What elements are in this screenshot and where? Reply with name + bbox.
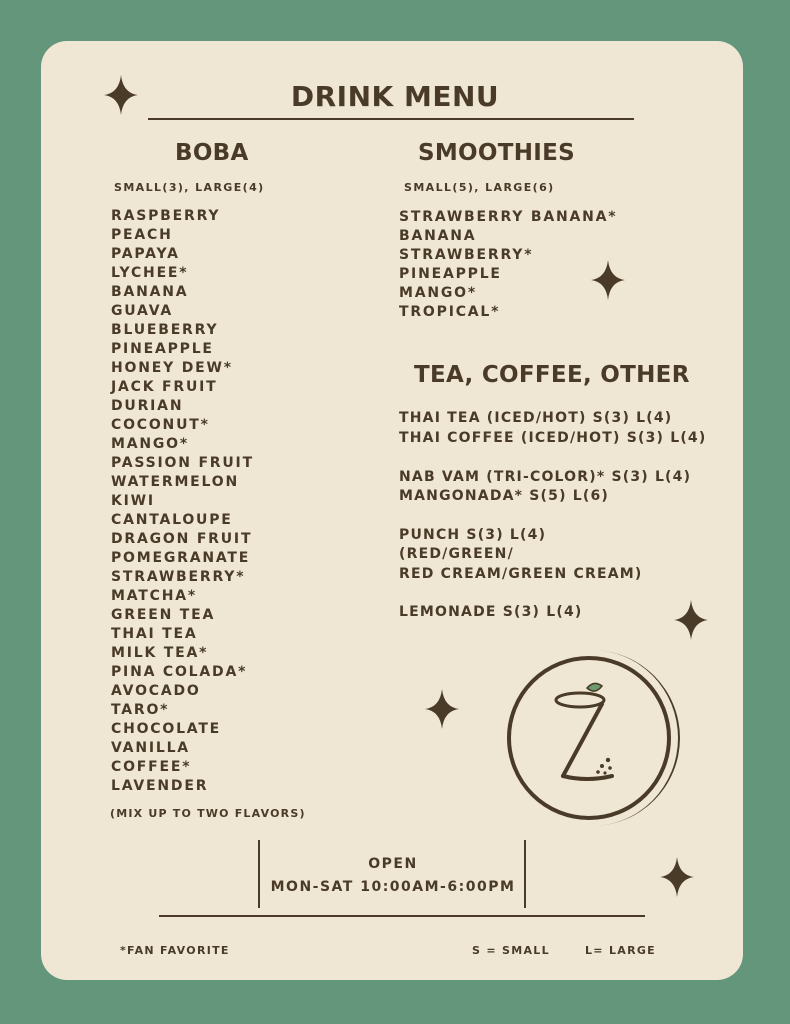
- menu-item: WATERMELON: [111, 474, 239, 490]
- menu-item: VANILLA: [111, 740, 190, 756]
- menu-item: PINEAPPLE: [399, 266, 502, 282]
- menu-item: KIWI: [111, 493, 155, 509]
- hours-time: MON-SAT 10:00AM-6:00PM: [270, 879, 516, 895]
- menu-item: DRAGON FRUIT: [111, 531, 253, 547]
- menu-item: AVOCADO: [111, 683, 201, 699]
- menu-item: STRAWBERRY*: [111, 569, 246, 585]
- tea-item: RED CREAM/GREEN CREAM): [399, 566, 643, 582]
- menu-item: RASPBERRY: [111, 208, 221, 224]
- sparkle-star-icon: [674, 600, 708, 640]
- sparkle-star-icon: [660, 857, 694, 897]
- page-title: DRINK MENU: [290, 80, 500, 113]
- sparkle-star-icon: [425, 689, 459, 729]
- menu-item: TARO*: [111, 702, 170, 718]
- fan-favorite-note: *FAN FAVORITE: [120, 944, 230, 957]
- menu-item: JACK FRUIT: [111, 379, 218, 395]
- tea-item: (RED/GREEN/: [399, 546, 514, 562]
- menu-item: BANANA: [399, 228, 477, 244]
- menu-item: LAVENDER: [111, 778, 209, 794]
- smoothies-heading: SMOOTHIES: [418, 140, 576, 166]
- boba-note: (MIX UP TO TWO FLAVORS): [110, 807, 306, 820]
- menu-item: MILK TEA*: [111, 645, 209, 661]
- menu-item: MANGO*: [111, 436, 189, 452]
- tea-item: PUNCH S(3) L(4): [399, 527, 547, 543]
- tea-item: THAI COFFEE (ICED/HOT) S(3) L(4): [399, 430, 707, 446]
- menu-item: DURIAN: [111, 398, 184, 414]
- hours-left-divider: [258, 840, 260, 908]
- tea-heading: TEA, COFFEE, OTHER: [414, 362, 690, 388]
- tea-item: LEMONADE S(3) L(4): [399, 604, 583, 620]
- boba-sizes: SMALL(3), LARGE(4): [114, 181, 265, 194]
- menu-item: MANGO*: [399, 285, 477, 301]
- menu-item: CANTALOUPE: [111, 512, 233, 528]
- menu-item: GUAVA: [111, 303, 174, 319]
- menu-item: BANANA: [111, 284, 189, 300]
- smoothies-list: [399, 208, 617, 322]
- menu-item: POMEGRANATE: [111, 550, 251, 566]
- menu-item: PEACH: [111, 227, 173, 243]
- menu-item: HONEY DEW*: [111, 360, 233, 376]
- size-legend-small: S = SMALL: [472, 944, 550, 957]
- menu-item: PAPAYA: [111, 246, 180, 262]
- footer-divider: [159, 915, 645, 917]
- size-legend-large: L= LARGE: [585, 944, 656, 957]
- menu-item: BLUEBERRY: [111, 322, 219, 338]
- menu-item: STRAWBERRY*: [399, 247, 534, 263]
- tea-item: THAI TEA (ICED/HOT) S(3) L(4): [399, 410, 673, 426]
- menu-item: PINEAPPLE: [111, 341, 214, 357]
- cocktail-logo-icon: [502, 648, 686, 828]
- menu-item: CHOCOLATE: [111, 721, 222, 737]
- menu-item: MATCHA*: [111, 588, 197, 604]
- title-divider: [148, 118, 634, 120]
- menu-item: COFFEE*: [111, 759, 192, 775]
- menu-item: LYCHEE*: [111, 265, 189, 281]
- menu-item: PASSION FRUIT: [111, 455, 254, 471]
- boba-list: [111, 207, 254, 796]
- menu-item: STRAWBERRY BANANA*: [399, 209, 618, 225]
- menu-item: PINA COLADA*: [111, 664, 248, 680]
- smoothies-sizes: SMALL(5), LARGE(6): [404, 181, 555, 194]
- tea-item: MANGONADA* S(5) L(6): [399, 488, 610, 504]
- menu-item: THAI TEA: [111, 626, 198, 642]
- menu-item: COCONUT*: [111, 417, 210, 433]
- menu-item: GREEN TEA: [111, 607, 216, 623]
- hours-right-divider: [524, 840, 526, 908]
- boba-heading: BOBA: [175, 140, 249, 166]
- tea-item: NAB VAM (TRI-COLOR)* S(3) L(4): [399, 469, 692, 485]
- hours-label: OPEN: [368, 856, 418, 872]
- menu-item: TROPICAL*: [399, 304, 501, 320]
